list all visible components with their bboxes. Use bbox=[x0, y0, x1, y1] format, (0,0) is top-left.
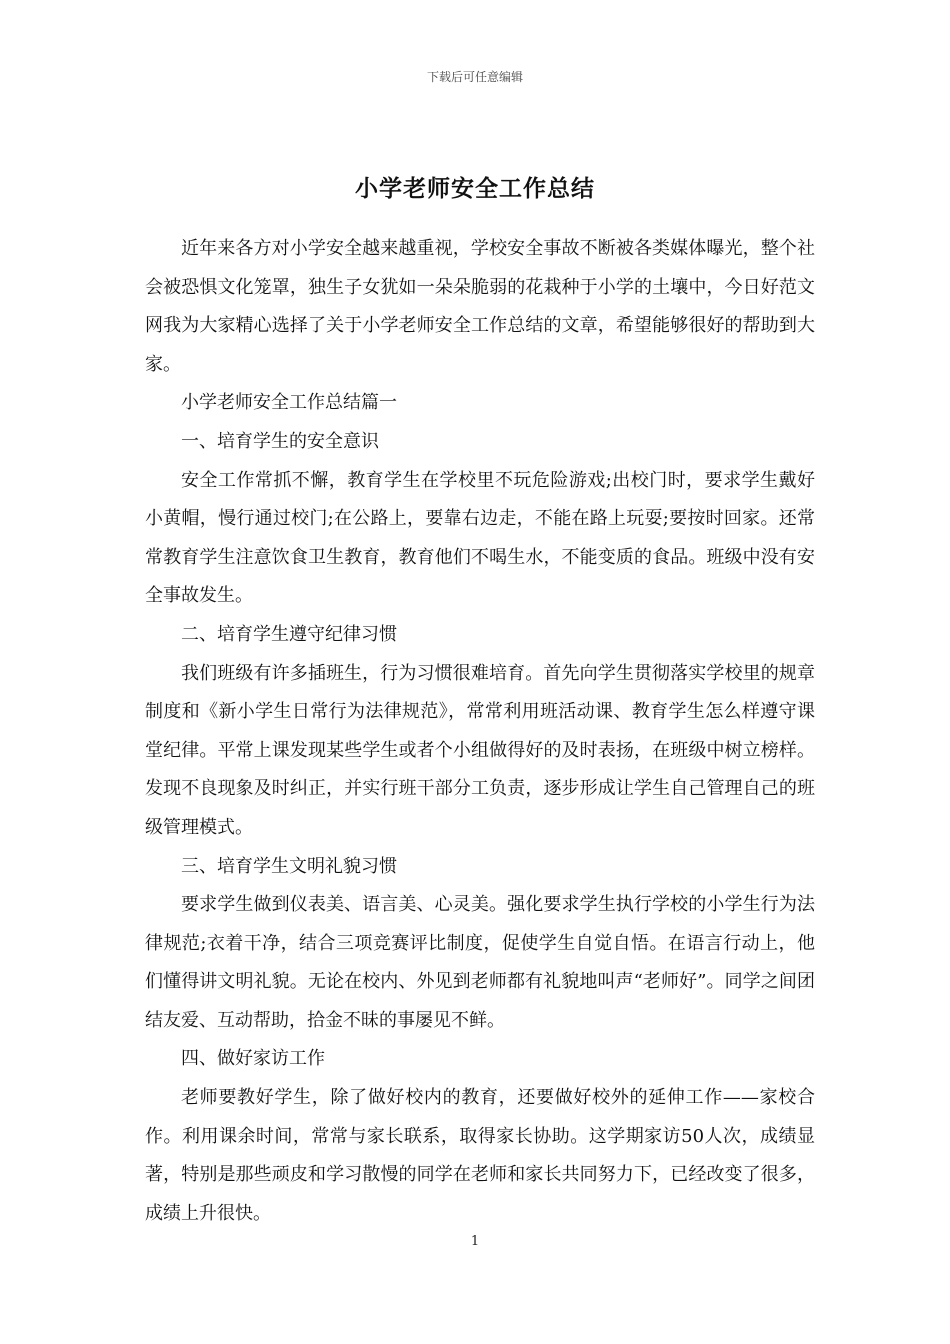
header-note: 下载后可任意编辑 bbox=[426, 70, 523, 84]
document-title: 小学老师安全工作总结 bbox=[355, 175, 595, 203]
paragraph-home-visits: 老师要教好学生，除了做好校内的教育，还要做好校外的延伸工作——家校合作。利用课余时间，常常与家长联系，取得家长协助。这学期家访50人次，成绩显著，特别是那些顽皮和学习散慢的同学在老师和家长共同努力下，已经改变了很多，成绩上升很快。 bbox=[145, 1087, 815, 1224]
heading-safety-awareness: 一、培育学生的安全意识 bbox=[181, 430, 379, 452]
intro-paragraph: 近年来各方对小学安全越来越重视，学校安全事故不断被各类媒体曝光，整个社会被恐惧文化笼罩，独生子女犹如一朵朵脆弱的花栽种于小学的土壤中，今日好范文网我为大家精心选择了关于小学老师安全工作总结的文章，希望能够很好的帮助到大家。 bbox=[145, 238, 815, 375]
page-number: 1 bbox=[470, 1234, 480, 1249]
document-body bbox=[145, 230, 815, 1233]
paragraph-courtesy: 要求学生做到仪表美、语言美、心灵美。强化要求学生执行学校的小学生行为法律规范;衣着干净，结合三项竞赛评比制度，促使学生自觉自悟。在语言行动上，他们懂得讲文明礼貌。无论在校内、外见到老师都有礼貌地叫声“老师好”。同学之间团结友爱、互动帮助，拾金不昧的事屡见不鲜。 bbox=[145, 894, 815, 1031]
section-title: 小学老师安全工作总结篇一 bbox=[181, 392, 397, 414]
heading-home-visits: 四、做好家访工作 bbox=[181, 1048, 325, 1070]
paragraph-safety-awareness: 安全工作常抓不懈，教育学生在学校里不玩危险游戏;出校门时，要求学生戴好小黄帽，慢行通过校门;在公路上，要靠右边走，不能在路上玩耍;要按时回家。还常常教育学生注意饮食卫生教育，教育他们不喝生水，不能变质的食品。班级中没有安全事故发生。 bbox=[145, 469, 815, 607]
heading-courtesy: 三、培育学生文明礼貌习惯 bbox=[181, 855, 397, 877]
heading-discipline: 二、培育学生遵守纪律习惯 bbox=[181, 623, 397, 645]
paragraph-discipline: 我们班级有许多插班生，行为习惯很难培育。首先向学生贯彻落实学校里的规章制度和《新小学生日常行为法律规范》，常常利用班活动课、教育学生怎么样遵守课堂纪律。平常上课发现某些学生或者个小组做得好的及时表扬，在班级中树立榜样。发现不良现象及时纠正，并实行班干部分工负责，逐步形成让学生自己管理自己的班级管理模式。 bbox=[145, 662, 815, 838]
